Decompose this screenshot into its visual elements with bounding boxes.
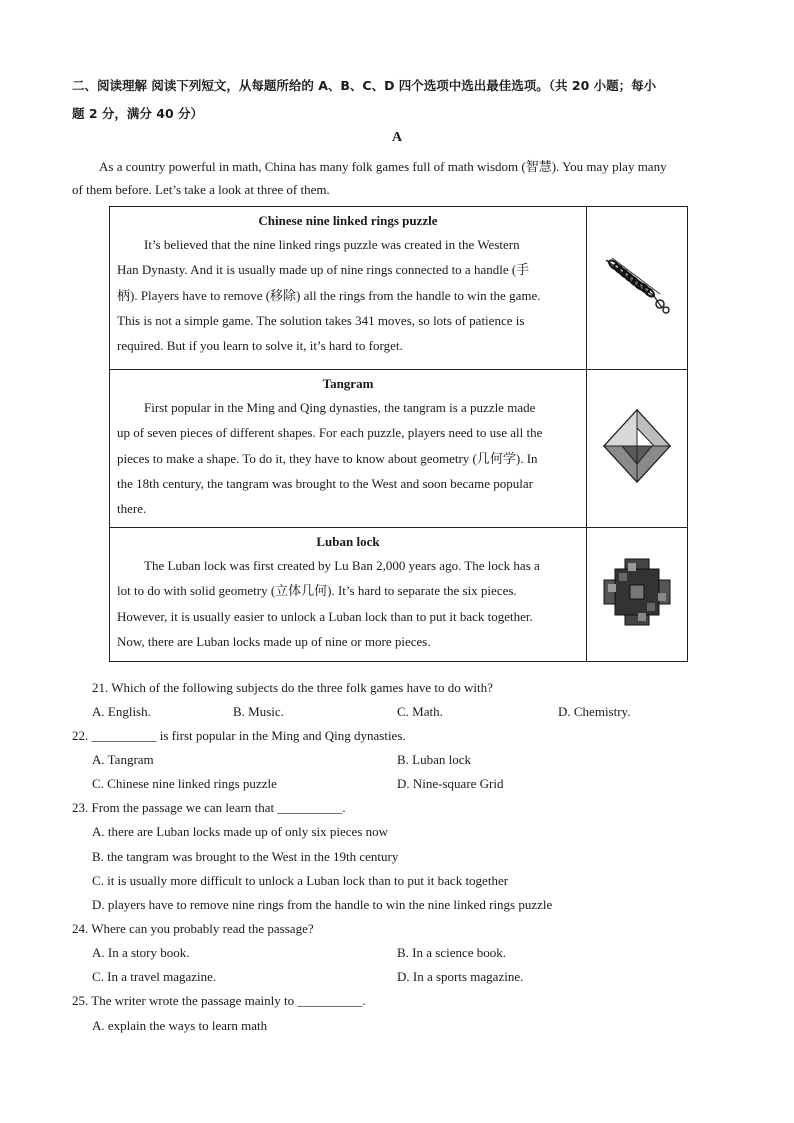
q23-option-d[interactable]: D. players have to remove nine rings from the handle to win the nine linked rings puzzle (92, 897, 553, 912)
game-row-nine-rings (110, 207, 688, 370)
q24-option-d[interactable]: D. In a sports magazine. (397, 969, 524, 984)
intro-line-2: of them before. Let’s take a look at three of them. (72, 182, 330, 197)
q23-option-c[interactable]: C. it is usually more difficult to unlock a Luban lock than to put it back together (92, 873, 509, 888)
instructions-line-1: 二、阅读理解 阅读下列短文，从每题所给的 A、B、C、D 四个选项中选出最佳选项。（共 20 小题；每小 (72, 78, 657, 93)
nine-rings-icon (602, 254, 672, 318)
game-title: Chinese nine linked rings puzzle (258, 213, 438, 228)
question-25-stem: 25. The writer wrote the passage mainly to __________. (72, 993, 366, 1008)
folk-games-table (109, 206, 688, 662)
game-row-tangram (110, 370, 688, 528)
q21-option-a[interactable]: A. English. (92, 704, 151, 719)
q23-option-b[interactable]: B. the tangram was brought to the West in the 19th century (92, 849, 399, 864)
q22-option-a[interactable]: A. Tangram (92, 752, 154, 767)
game-row-luban-lock (110, 528, 688, 662)
q22-option-c[interactable]: C. Chinese nine linked rings puzzle (92, 776, 277, 791)
instructions-line-2: 题 2 分，满分 40 分） (72, 106, 204, 121)
q21-option-c[interactable]: C. Math. (397, 704, 443, 719)
q25-option-a[interactable]: A. explain the ways to learn math (92, 1018, 268, 1033)
q21-option-b[interactable]: B. Music. (233, 704, 284, 719)
luban-lock-icon (600, 555, 674, 629)
q23-option-a[interactable]: A. there are Luban locks made up of only six pieces now (92, 824, 389, 839)
game-description: It’s believed that the nine linked rings puzzle was created in the Western Han Dynasty. And it is usually made up of nine rings connected to a handle (手 柄). Players have to remove (移除) all the rings from the handle to win the game. This is not a simple game. The solution takes 341 moves, so lots of patience is required. But if you learn to solve it, it’s hard to forget. (117, 237, 541, 354)
tangram-icon (602, 408, 672, 484)
game-title: Tangram (322, 376, 374, 391)
game-title: Luban lock (316, 534, 380, 549)
q24-option-a[interactable]: A. In a story book. (92, 945, 190, 960)
question-21-stem: 21. Which of the following subjects do the three folk games have to do with? (92, 680, 493, 695)
q24-option-b[interactable]: B. In a science book. (397, 945, 507, 960)
section-title: A (391, 130, 403, 145)
question-22-stem: 22. __________ is first popular in the Ming and Qing dynasties. (72, 728, 406, 743)
q24-option-c[interactable]: C. In a travel magazine. (92, 969, 217, 984)
q22-option-d[interactable]: D. Nine-square Grid (397, 776, 504, 791)
game-description: The Luban lock was first created by Lu Ban 2,000 years ago. The lock has a lot to do with solid geometry (立体几何). It’s hard to separate the six pieces. However, it is usually easier to unlock a Luban lock than to put it back together. Now, there are Luban locks made up of nine or more pieces. (117, 558, 540, 649)
intro-line-1: As a country powerful in math, China has many folk games full of math wisdom (智慧). You may play many (99, 159, 667, 174)
question-23-stem: 23. From the passage we can learn that __________. (72, 800, 346, 815)
q21-option-d[interactable]: D. Chemistry. (558, 704, 631, 719)
game-description: First popular in the Ming and Qing dynasties, the tangram is a puzzle made up of seven pieces of different shapes. For each puzzle, players need to use all the pieces to make a shape. To do it, they have to know about geometry (几何学). In the 18th century, the tangram was brought to the West and soon became popular there. (117, 400, 543, 517)
q22-option-b[interactable]: B. Luban lock (397, 752, 472, 767)
question-24-stem: 24. Where can you probably read the passage? (72, 921, 314, 936)
